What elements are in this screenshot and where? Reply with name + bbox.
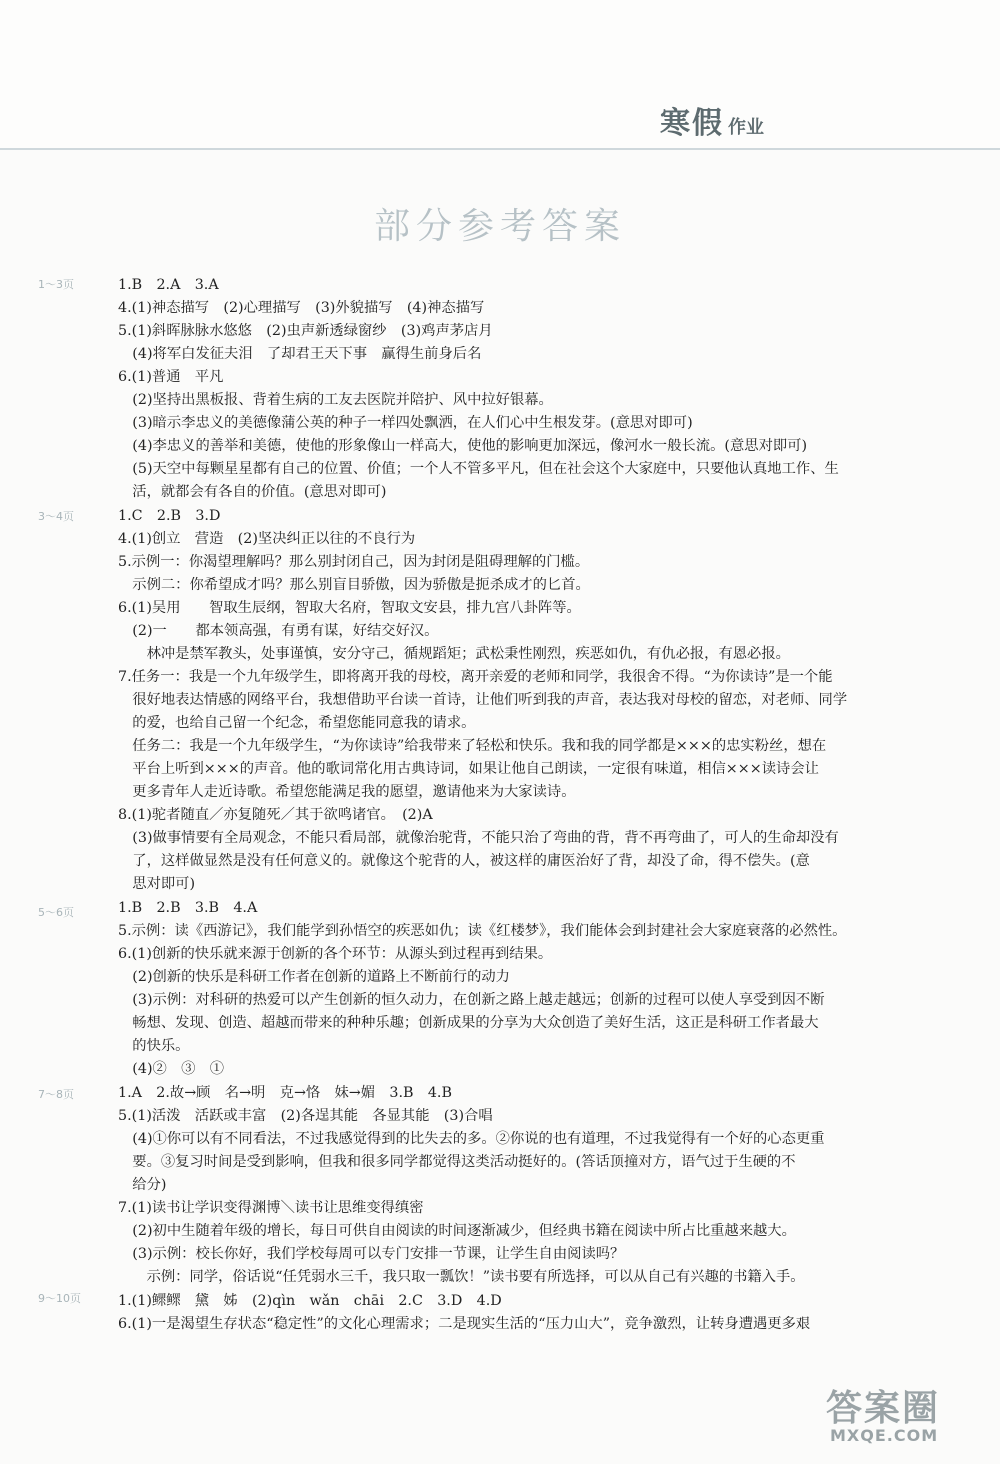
answer-line: 的快乐。 [118, 1038, 190, 1054]
answer-line: 5.示例一：你渴望理解吗？那么别封闭自己，因为封闭是阻碍理解的门槛。 [118, 554, 590, 570]
answer-line: (2)一 都本领高强，有勇有谋，好结交好汉。 [118, 623, 439, 639]
answer-line: (3)做事情要有全局观念，不能只看局部，就像治驼背，不能只治了弯曲的背，背不再弯曲了，可人的生命却没有 [118, 830, 839, 846]
answer-line: 的爱，也给自己留一个纪念，希望您能同意我的请求。 [118, 715, 476, 731]
answer-line: 7.任务一：我是一个九年级学生，即将离开我的母校，离开亲爱的老师和同学，我很舍不得。“为你读诗”是一个能 [118, 669, 833, 685]
answer-line: 平台上听到×××的声音。他的歌词常化用古典诗词，如果让他自己朗读，一定很有味道，相信×××读诗会让 [118, 761, 819, 777]
answer-line: 1.B 2.B 3.B 4.A [118, 900, 258, 916]
brand-title: 寒假 [660, 106, 724, 141]
answer-line: 更多青年人走近诗歌。希望您能满足我的愿望，邀请他来为大家读诗。 [118, 784, 576, 800]
brand-subtitle: 作业 [728, 117, 764, 138]
answer-line: 思对即可) [118, 876, 196, 892]
answer-line: 1.A 2.故→顾 名→明 克→恪 妹→媚 3.B 4.B [118, 1085, 452, 1101]
answer-line: 6.(1)吴用 智取生辰纲，智取大名府，智取文安县，排九宫八卦阵等。 [118, 600, 581, 616]
answer-line: 8.(1)驼者随直／亦复随死／其于欲鸣诸官。 (2)A [118, 807, 433, 823]
page-header [0, 0, 1000, 150]
answer-line: (5)天空中每颗星星都有自己的位置、价值；一个人不管多平凡，但在社会这个大家庭中，只要他认真地工作、生 [118, 461, 839, 477]
answer-line: 任务二：我是一个九年级学生，“为你读诗”给我带来了轻松和快乐。我和我的同学都是×××的忠实粉丝，想在 [118, 738, 827, 754]
answer-line: 6.(1)创新的快乐就来源于创新的各个环节：从源头到过程再到结果。 [118, 946, 553, 962]
answer-line: 1.(1)鳏鳏 黛 姊 (2)qìn wǎn chāi 2.C 3.D 4.D [118, 1293, 502, 1309]
watermark-logo: 答案圈 [826, 1388, 941, 1429]
page-range-marker: 5～6页 [38, 906, 74, 919]
answer-line: 畅想、发现、创造、超越而带来的种种乐趣；创新成果的分享为大众创造了美好生活，这正是科研工作者最大 [118, 1015, 819, 1031]
page-title: 部分参考答案 [373, 206, 626, 247]
answer-content [118, 268, 908, 1348]
answer-line: 4.(1)神态描写 (2)心理描写 (3)外貌描写 (4)神态描写 [118, 300, 485, 316]
answer-line: (4)李忠义的善举和美德，使他的形象像山一样高大，使他的影响更加深远，像河水一般长流。(意思对即可) [118, 438, 808, 454]
answer-line: 林冲是禁军教头，处事谨慎，安分守己，循规蹈矩；武松秉性刚烈，疾恶如仇，有仇必报，有恩必报。 [118, 646, 790, 662]
answer-line: 1.B 2.A 3.A [118, 277, 219, 293]
answer-line: (4)将军白发征夫泪 了却君王天下事 赢得生前身后名 [118, 346, 482, 362]
answer-line: (4)①你可以有不同看法，不过我感觉得到的比失去的多。②你说的也有道理，不过我觉得有一个好的心态更重 [118, 1131, 825, 1147]
answer-line: 5.示例：读《西游记》，我们能学到孙悟空的疾恶如仇；读《红楼梦》，我们能体会到封建社会大家庭衰落的必然性。 [118, 923, 847, 939]
answer-line: 4.(1)创立 营造 (2)坚决纠正以往的不良行为 [118, 531, 416, 547]
answer-line: 5.(1)斜晖脉脉水悠悠 (2)虫声新透绿窗纱 (3)鸡声茅店月 [118, 323, 493, 339]
answer-line: (2)坚持出黑板报、背着生病的工友去医院并陪护、风中拉好银幕。 [118, 392, 553, 408]
answer-line: 5.(1)活泼 活跃或丰富 (2)各逞其能 各显其能 (3)合唱 [118, 1108, 493, 1124]
page-range-marker: 3～4页 [38, 510, 74, 523]
header-divider [0, 148, 1000, 150]
page-range-marker: 7～8页 [38, 1088, 74, 1101]
answer-line: 了，这样做显然是没有任何意义的。就像这个驼背的人，被这样的庸医治好了背，却没了命，得不偿失。(意 [118, 853, 810, 869]
answer-line: (3)示例：对科研的热爱可以产生创新的恒久动力，在创新之路上越走越远；创新的过程可以使人享受到因不断 [118, 992, 825, 1008]
answer-line: 给分) [118, 1177, 167, 1193]
answer-line: (3)暗示李忠义的美德像蒲公英的种子一样四处飘洒，在人们心中生根发芽。(意思对即可) [118, 415, 693, 431]
brand-mark [660, 98, 860, 142]
answer-line: 很好地表达情感的网络平台，我想借助平台读一首诗，让他们听到我的声音，表达我对母校的留恋，对老师、同学 [118, 692, 848, 708]
answer-line: 7.(1)读书让学识变得渊博＼读书让思维变得缜密 [118, 1200, 424, 1216]
answer-line: 活，就都会有各自的价值。(意思对即可) [118, 484, 387, 500]
page-range-marker: 9～10页 [38, 1292, 81, 1305]
answer-line: (3)示例：校长你好，我们学校每周可以专门安排一节课，让学生自由阅读吗？ [118, 1246, 625, 1262]
page-range-marker: 1～3页 [38, 278, 74, 291]
watermark-site: MXQE.COM [830, 1426, 939, 1445]
answer-line: 示例：同学，俗话说“任凭弱水三千，我只取一瓢饮！”读书要有所选择，可以从自己有兴趣的书籍入手。 [118, 1269, 805, 1285]
answer-line: 6.(1)普通 平凡 [118, 369, 224, 385]
answer-line: (2)初中生随着年级的增长，每日可供自由阅读的时间逐渐减少，但经典书籍在阅读中所占比重越来越大。 [118, 1223, 796, 1239]
answer-line: 要。③复习时间是受到影响，但我和很多同学都觉得这类活动挺好的。(答话顶撞对方，语气过于生硬的不 [118, 1154, 796, 1170]
answer-line: 示例二：你希望成才吗？那么别盲目骄傲，因为骄傲是扼杀成才的匕首。 [118, 577, 590, 593]
answer-line: (2)创新的快乐是科研工作者在创新的道路上不断前行的动力 [118, 969, 510, 985]
watermark [826, 1380, 986, 1450]
answer-line: (4)② ③ ① [118, 1061, 225, 1077]
answer-line: 1.C 2.B 3.D [118, 508, 221, 524]
answer-line: 6.(1)一是渴望生存状态“稳定性”的文化心理需求；二是现实生活的“压力山大”，竞争激烈，让转身遭遇更多艰 [118, 1316, 811, 1332]
